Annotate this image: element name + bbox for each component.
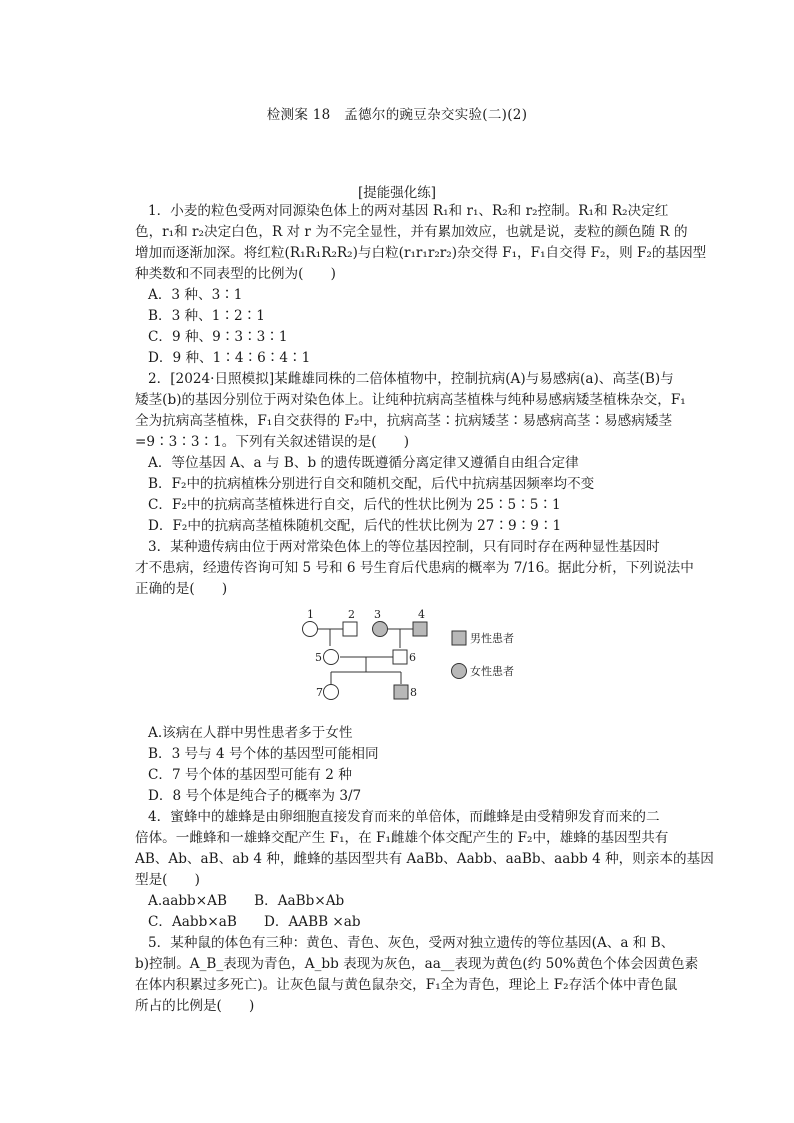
- q3-option-a: A.该病在人群中男性患者多于女性: [148, 725, 353, 741]
- individual-6-label: 6: [409, 651, 416, 664]
- q5-line-3: 在体内积累过多死亡)。让灰色鼠与黄色鼠杂交，F₁全为青色，理论上 F₂存活个体中青色鼠: [135, 977, 678, 993]
- q1-line-2: 色，r₁和 r₂决定白色，R 对 r 为不完全显性，并有累加效应，也就是说，麦粒的颜色随 R 的: [135, 224, 688, 240]
- individual-4-symbol: [413, 622, 427, 636]
- individual-2-label: 2: [348, 608, 355, 621]
- q3-option-b: B．3 号与 4 号个体的基因型可能相同: [148, 746, 379, 762]
- legend-male-patient-label: 男性患者: [470, 632, 514, 645]
- legend-female-patient-label: 女性患者: [470, 665, 514, 678]
- q3-option-c: C．7 号个体的基因型可能有 2 种: [148, 767, 352, 783]
- q1-line-3: 增加而逐渐加深。将红粒(R₁R₁R₂R₂)与白粒(r₁r₁r₂r₂)杂交得 F₁，F₁自交得 F₂，则 F₂的基因型: [135, 245, 707, 261]
- legend-female-patient-symbol: [452, 664, 467, 679]
- q1-option-c: C．9 种、9∶3∶3∶1: [148, 329, 288, 345]
- q3-option-d: D．8 号个体是纯合子的概率为 3/7: [148, 788, 362, 804]
- q1-option-d: D．9 种、1∶4∶6∶4∶1: [148, 350, 311, 366]
- individual-7-label: 7: [316, 686, 323, 699]
- q5-line-4: 所占的比例是( ): [135, 998, 255, 1014]
- q1-option-a: A．3 种、3∶1: [148, 287, 243, 303]
- q4-line-1: 4．蜜蜂中的雄蜂是由卵细胞直接发育而来的单倍体，而雌蜂是由受精卵发育而来的二: [148, 809, 660, 825]
- page-title: 检测案 18 孟德尔的豌豆杂交实验(二)(2): [266, 107, 528, 123]
- q2-option-c: C．F₂中的抗病高茎植株进行自交，后代的性状比例为 25∶5∶5∶1: [148, 497, 561, 513]
- q4-line-2: 倍体。一雌蜂和一雄蜂交配产生 F₁，在 F₁雌雄个体交配产生的 F₂中，雄蜂的基因型共有: [135, 830, 669, 846]
- individual-8-symbol: [394, 685, 408, 699]
- q4-line-3: AB、Ab、aB、ab 4 种，雌蜂的基因型共有 AaBb、Aabb、aaBb、aabb 4 种，则亲本的基因: [135, 851, 714, 867]
- q4-options-row-2: C．Aabb×aB D．AABB ×ab: [148, 914, 361, 930]
- q3-line-3: 正确的是( ): [135, 581, 228, 597]
- q1-line-4: 种类数和不同表型的比例为( ): [135, 266, 336, 282]
- individual-3-label: 3: [374, 608, 381, 621]
- individual-1-label: 1: [307, 608, 314, 621]
- legend-male-patient-symbol: [452, 631, 466, 645]
- q2-line-1: 2．[2024·日照模拟]某雌雄同株的二倍体植物中，控制抗病(A)与易感病(a)、高茎(B)与: [148, 371, 674, 387]
- individual-8-label: 8: [410, 686, 417, 699]
- q2-line-2: 矮茎(b)的基因分别位于两对染色体上。让纯种抗病高茎植株与纯种易感病矮茎植株杂交，F₁: [135, 392, 686, 408]
- individual-2-symbol: [343, 622, 357, 636]
- individual-7-symbol: [324, 685, 339, 700]
- q2-option-a: A．等位基因 A、a 与 B、b 的遗传既遵循分离定律又遵循自由组合定律: [148, 455, 579, 471]
- pedigree-diagram: [298, 604, 538, 708]
- q2-line-3: 全为抗病高茎植株，F₁自交获得的 F₂中，抗病高茎∶抗病矮茎∶易感病高茎∶易感病矮茎: [135, 413, 673, 429]
- q4-line-4: 型是( ): [135, 872, 200, 888]
- individual-4-label: 4: [418, 608, 425, 621]
- individual-1-symbol: [303, 622, 318, 637]
- section-heading: [提能强化练]: [357, 185, 437, 201]
- q1-option-b: B．3 种、1∶2∶1: [148, 308, 265, 324]
- q4-options-row-1: A.aabb×AB B．AaBb×Ab: [148, 893, 345, 909]
- q3-line-2: 才不患病，经遗传咨询可知 5 号和 6 号生育后代患病的概率为 7/16。据此分析，下列说法中: [135, 560, 694, 576]
- q5-line-2: b)控制。A_B_表现为青色，A_bb 表现为灰色，aa__表现为黄色(约 50%黄色个体会因黄色素: [135, 956, 699, 972]
- q1-line-1: 1．小麦的粒色受两对同源染色体上的两对基因 R₁和 r₁、R₂和 r₂控制。R₁和 R₂决定红: [148, 203, 669, 219]
- individual-6-symbol: [393, 650, 407, 664]
- individual-5-label: 5: [315, 651, 322, 664]
- q2-option-b: B．F₂中的抗病植株分别进行自交和随机交配，后代中抗病基因频率均不变: [148, 476, 595, 492]
- individual-3-symbol: [373, 622, 388, 637]
- q2-option-d: D．F₂中的抗病高茎植株随机交配，后代的性状比例为 27∶9∶9∶1: [148, 518, 562, 534]
- q3-line-1: 3．某种遗传病由位于两对常染色体上的等位基因控制，只有同时存在两种显性基因时: [148, 539, 660, 555]
- q5-line-1: 5．某种鼠的体色有三种：黄色、青色、灰色，受两对独立遗传的等位基因(A、a 和 B、: [148, 935, 675, 951]
- q2-line-4: =9∶3∶3∶1。下列有关叙述错误的是( ): [135, 434, 410, 450]
- individual-5-symbol: [324, 650, 339, 665]
